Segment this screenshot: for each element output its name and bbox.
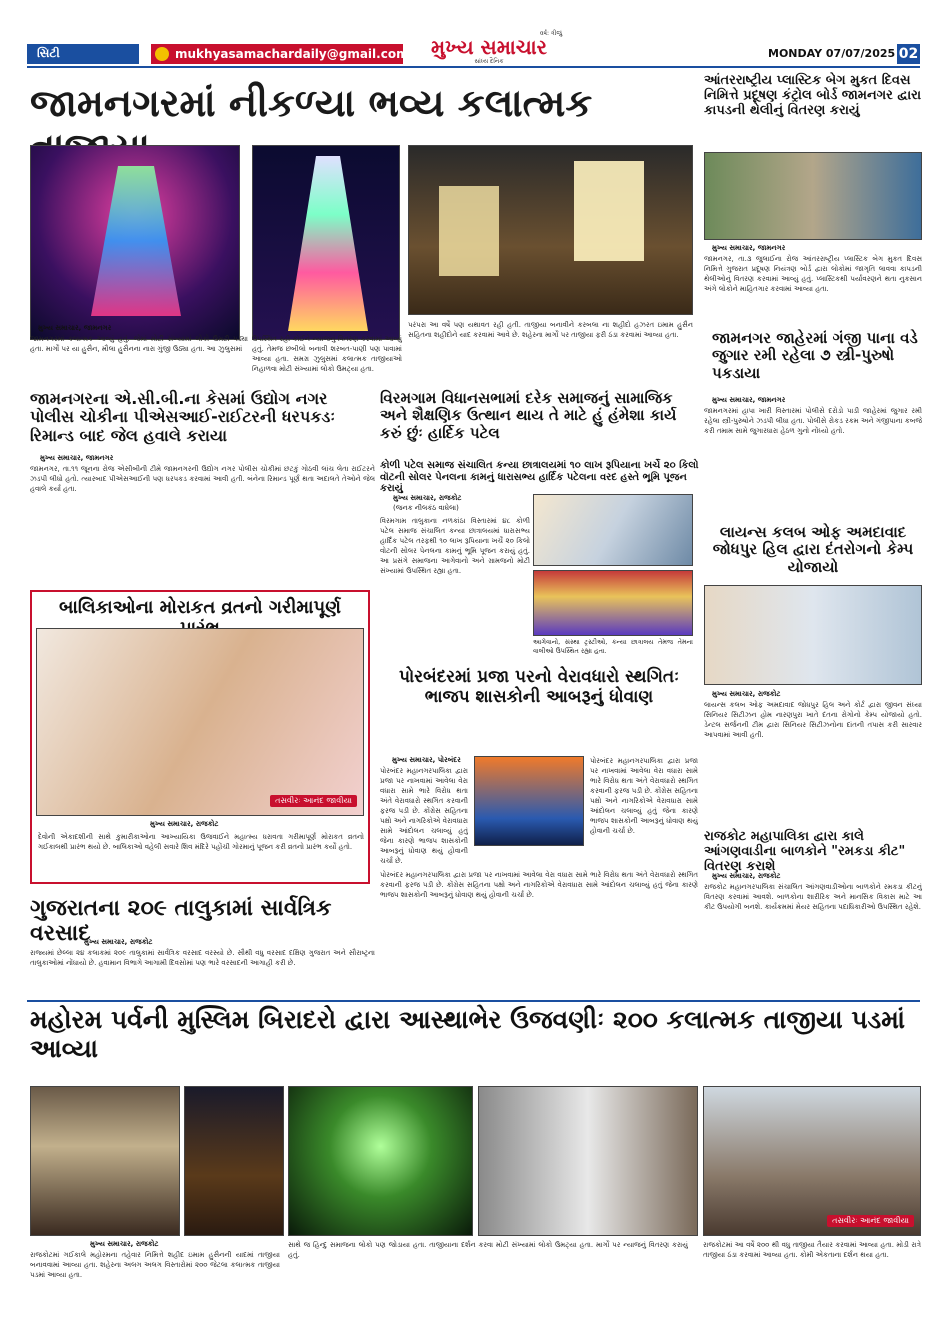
acb-headline: જામનગરના એ.સી.બી.ના કેસમાં ઉદ્યોગ નગર પોલીસ ચોકીના પીએસઆઈ-રાઈટરની ધરપકડઃ રિમાન્ડ બાદ જેલ હવાલે કરાયા	[30, 389, 335, 445]
porbandar-body-2: પોરબંદર મહાનગરપાલિકા દ્વારા પ્રજા પર નાખવામાં આવેલા વેરા વધારા સામે ભારે વિરોધ થતા અંતે વેરાવધારો સ્થગિત કરવાની ફરજ પડી છે. કોંગ્રેસ સહિતના પક્ષો અને નાગરિકોએ વેરાવધારા સામે આંદોલન ચલાવ્યું હતું જેના કારણે ભાજપ શાસકોની આબરૂનું ધોવાણ થયું હોવાની ચર્ચા છે.	[590, 757, 698, 835]
masthead-title: મુખ્ય સમાચાર	[430, 35, 548, 59]
gambling-body: જામનગરમાં હાપા ખારી વિસ્તારમાં પોલીસે દરોડો પાડી જાહેરમાં જુગાર રમી રહેલા સ્ત્રી-પુરુષોને ઝડપી લીધા હતા. પોલીસે રોકડ રકમ અને ગંજીપાના કબજે કરી તમામ સામે જુગારધારા હેઠળ ગુનો નોંધ્યો હતો.	[704, 407, 922, 435]
rain-dateline: મુખ્ય સમાચાર, રાજકોટ	[84, 938, 153, 946]
muharram-photo-2	[184, 1086, 284, 1236]
lead-body-2: ઉપસ્થિત રહી કોઈને ન્યાજનું વિતરણ કરવામાં આવ્યું હતું. તેમજ છબીલો બનાવી શરબત-પાણી પણ પાવામાં આવ્યા હતા. સમગ્ર ઝુલુસમાં કલાત્મક તાજીયાઓ નિહાળવા મોટી સંખ્યામાં લોકો ઉમટ્યા હતા.	[252, 335, 402, 373]
muharram-body-1: રાજકોટમાં ગઈકાલે મહોરમના તહેવાર નિમિત્તે શહીદ ઇમામ હુસૈનની યાદમાં તાજીયા બનાવવામાં આવ્યા હતા. શહેરના અલગ અલગ વિસ્તારોમાં ૨૦૦ જેટલા કલાત્મક તાજીયા પડમાં આવ્યા હતા.	[30, 1251, 280, 1279]
masthead-year: વર્ષ: ત્રીજું	[539, 30, 562, 37]
lead-photo-3	[408, 145, 693, 315]
lions-dateline: મુખ્ય સમાચાર, રાજકોટ	[712, 690, 781, 698]
acb-body: જામનગર, તા.૧૧ જૂનના રોજ એસીબીની ટીમે જામનગરની ઉદ્યોગ નગર પોલીસ ચોકીમાં છટકું ગોઠવી લાંચ લેતા રાઈટરને ઝડપી લીધો હતો. ત્યારબાદ પીએસઆઈની પણ ધરપકડ કરવામાં આવી હતી. બંનેના રિમાન્ડ પૂર્ણ થતા અદાલતે તેઓને જેલ હવાલે કર્યા હતા.	[30, 465, 375, 493]
masthead-tagline: સાંધ્ય દૈનિક	[474, 58, 504, 65]
porbandar-headline: પોરબંદરમાં પ્રજા પરનો વેરાવધારો સ્થગિતઃ ભાજપ શાસકોની આબરૂનું ધોવાણ	[398, 667, 680, 707]
muharram-body-2: સાથે જ હિન્દુ સમાજના લોકો પણ જોડાયા હતા. તાજીયાના દર્શન કરવા મોટી સંખ્યામાં લોકો ઉમટ્યા હતા. માર્ગો પર ન્યાજનું વિતરણ કરાયું હતું.	[288, 1241, 688, 1259]
lead-headline: જામનગરમાં નીકળ્યા ભવ્ય કલાત્મક	[30, 81, 593, 125]
hardik-photo-1	[533, 494, 693, 566]
acb-dateline: મુખ્ય સમાચાર, જામનગર	[40, 454, 114, 462]
porbandar-body-1: પોરબંદર મહાનગરપાલિકા દ્વારા પ્રજા પર નાખવામાં આવેલા વેરા વધારા સામે ભારે વિરોધ થતા અંતે વેરાવધારો સ્થગિત કરવાની ફરજ પડી છે. કોંગ્રેસ સહિતના પક્ષો અને નાગરિકોએ વેરાવધારા સામે આંદોલન ચલાવ્યું હતું જેના કારણે ભાજપ શાસકોની આબરૂનું ધોવાણ થયું હોવાની ચર્ચા છે.	[380, 767, 468, 865]
lead-photo-1	[30, 145, 240, 340]
hardik-dateline: મુખ્ય સમાચાર, રાજકોટ	[393, 494, 462, 502]
rain-headline: ગુજરાતના ૨૦૯ તાલુકામાં સાર્વત્રિક વરસાદ	[30, 896, 332, 947]
muharram-photo-3	[288, 1086, 473, 1236]
header-rule	[27, 66, 920, 68]
lions-headline: લાયન્સ કલબ ઓફ અમદાવાદ જોધપુર હિલ દ્વારા દંતરોગનો કેમ્પ યોજાયો	[712, 523, 914, 576]
porbandar-body-3: પોરબંદર મહાનગરપાલિકા દ્વારા પ્રજા પર નાખવામાં આવેલા વેરા વધારા સામે ભારે વિરોધ થતા અંતે વેરાવધારો સ્થગિત કરવાની ફરજ પડી છે. કોંગ્રેસ સહિતના પક્ષો અને નાગરિકોએ વેરાવધારા સામે આંદોલન ચલાવ્યું હતું જેના કારણે ભાજપ શાસકોની આબરૂનું ધોવાણ થયું હોવાની ચર્ચા છે.	[380, 871, 698, 899]
muharram-photo-credit: તસવીરઃ આનંદ જાવીયા	[827, 1215, 914, 1227]
anganwadi-body: રાજકોટ મહાનગરપાલિકા સંચાલિત આંગણવાડીઓના બાળકોને રમકડા કીટનું વિતરણ કરવામાં આવશે. બાળકોના શારીરિક અને માનસિક વિકાસ માટે આ કીટ ઉપયોગી બનશે. કાર્યક્રમમાં મેયર સહિતના પદાધિકારીઓ ઉપસ્થિત રહેશે.	[704, 883, 922, 911]
muharram-photo-4	[478, 1086, 698, 1236]
hardik-subhead: કોળી પટેલ સમાજ સંચાલિત કન્યા છાત્રાલયમાં ૧૦ લાખ રૂપિયાના ખર્ચે ૨૦ કિલો વૉટની સોલર પેનલના કામનું ધારાસભ્ય હાર્દિક પટેલના વરદ હસ્તે ભૂમિ પૂજન કરાયું	[380, 460, 699, 494]
balika-headline: બાલિકાઓના મોરાકત વ્રતનો ગરીમાપૂર્ણ	[59, 597, 341, 618]
hardik-caption: આગેવાનો, સંસ્થા ટ્રસ્ટીઓ, કન્યા છાત્રાલય તેમજ તેમના વાલીઓ ઉપસ્થિત રહ્યા હતા.	[533, 638, 693, 655]
section-label: સિટી	[27, 44, 139, 64]
masthead	[414, 30, 564, 66]
anganwadi-dateline: મુખ્ય સમાચાર, રાજકોટ	[712, 872, 781, 880]
balika-body: દેવોની એકાદશીની સાથે કુમારીકાઓના આખ્યાયિકા ઉજવાઈને મહાત્મ્ય ધરાવતા ગરીમાપૂર્ણ મોરાકત વ્રતનો ગઈકાલથી પ્રારંભ થયો છે. બાલિકાઓ વહેલી સવારે શિવ મંદિરે પહોંચી ગોરમાનું પૂજન કરી વ્રતનો પ્રારંભ કર્યો હતો.	[38, 833, 364, 851]
lions-photo	[704, 585, 922, 685]
page-number: 02	[898, 46, 919, 62]
issue-date: MONDAY 07/07/2025	[768, 47, 896, 60]
email-banner[interactable]	[151, 44, 409, 64]
plastic-dateline: મુખ્ય સમાચાર, જામનગર	[712, 244, 786, 252]
lead-body-3: પરંપરા આ વર્ષે પણ યથાવત રહી હતી. તાજીયા બનાવીને કરબલા ના શહીદો હઝરત ઇમામ હુસૈન સહિતના શહીદોને યાદ કરવામાં આવે છે. શહેરના માર્ગો પર તાજીયા ફરી ઠંડા કરવામાં આવ્યા હતા.	[408, 321, 693, 339]
muharram-photo-5	[703, 1086, 921, 1236]
porbandar-photo	[474, 756, 584, 846]
balika-dateline: મુખ્ય સમાચાર, રાજકોટ	[150, 820, 219, 828]
muharram-rule	[27, 1000, 920, 1002]
balika-photo	[36, 628, 364, 816]
lead-photo-2	[252, 145, 400, 340]
gambling-headline: જામનગર જાહેરમાં ગંજી પાના વડે જુગાર રમી રહેલા ૭ સ્ત્રી-પુરુષો પકડાયા	[712, 329, 918, 382]
hand-icon	[155, 47, 169, 61]
lead-dateline: મુખ્ય સમાચાર, જામનગર	[38, 324, 112, 332]
email-address[interactable]: mukhyasamachardaily@gmail.com	[175, 47, 409, 61]
hardik-headline: વિરમગામ વિધાનસભામાં દરેક સમાજનું સામાજિક અને શૈક્ષણિક ઉત્થાન થાય તે માટે હું હંમેશા કાર્ય કરું છુંઃ હાર્દિક પટેલ	[380, 389, 677, 442]
plastic-photo	[704, 152, 922, 240]
hardik-photo-2	[533, 570, 693, 636]
plastic-body: જામનગર, તા.૩ જુલાઈના રોજ આંતરરાષ્ટ્રીય પ્લાસ્ટિક બેગ મુકત દિવસ નિમિત્તે ગુજરાત પ્રદૂષણ નિયંત્રણ બોર્ડ દ્વારા લોકોમાં જાગૃતિ લાવવા કાપડની થેલીઓનું વિતરણ કરવામાં આવ્યું હતું. પ્લાસ્ટિકથી પર્યાવરણને થતા નુકસાન અંગે લોકોને માહિતગાર કરવામાં આવ્યા હતા.	[704, 255, 922, 293]
muharram-photo-1	[30, 1086, 180, 1236]
hardik-place: (જનક નીલકંઠ વાઘેલા)	[393, 504, 459, 512]
rain-body: રાજ્યમાં છેલ્લા ૨૪ કલાકમાં ૨૦૯ તાલુકામાં સાર્વત્રિક વરસાદ વરસ્યો છે. સૌથી વધુ વરસાદ દક્ષિણ ગુજરાત અને સૌરાષ્ટ્રના તાલુકાઓમાં નોંધાયો છે. હવામાન વિભાગે આગામી દિવસોમાં પણ ભારે વરસાદની આગાહી કરી છે.	[30, 949, 375, 967]
page-header	[27, 30, 920, 65]
muharram-dateline: મુખ્ય સમાચાર, રાજકોટ	[90, 1240, 159, 1248]
plastic-headline: આંતરરાષ્ટ્રીય પ્લાસ્ટિક બેગ મુકત દિવસ નિમિત્તે પ્રદૂષણ કંટ્રોલ બોર્ડ જામનગર દ્વારા કાપડની થેલીનું વિતરણ કરાયું	[704, 73, 922, 118]
muharram-body-3: રાજકોટમાં આ વર્ષે ૨૦૦ થી વધુ તાજીયા તૈયાર કરવામાં આવ્યા હતા. મોડી રાત્રે તાજીયા ઠંડા કરવામાં આવ્યા હતા. કોમી એકતાના દર્શન થયા હતા.	[703, 1241, 921, 1259]
hardik-body: વિરમગામ તાલુકાના નળકાંઠા વિસ્તારમાં ૪૮ કોળી પટેલ સમાજ સંચાલિત કન્યા છાત્રાલયમાં ધારાસભ્ય હાર્દિક પટેલ તરફથી ૧૦ લાખ રૂપિયાના ખર્ચે ૨૦ કિલો વોટની સોલર પેનલના કામનું ભૂમિ પૂજન કરાયું હતું. આ પ્રસંગે સમાજના આગેવાનો અને ગ્રામજનો મોટી સંખ્યામાં ઉપસ્થિત રહ્યા હતા.	[380, 517, 530, 575]
lions-body: લાયન્સ કલબ ઓફ અમદાવાદ જોધપુર હિલ અને કોર્ટ દ્વારા જીવન સંધ્યા સિનિયર સિટીઝન હોમ નારણપુરા ખાતે દંતના રોગોનો કેમ્પ યોજાયો હતો. ડેન્ટલ સર્જનની ટીમ દ્વારા સિનિયર સિટીઝનોના દાંતની તપાસ કરી સારવાર આપવામાં આવી હતી.	[704, 701, 922, 739]
balika-photo-credit: તસવીરઃ આનંદ જાવીયા	[270, 795, 357, 807]
gambling-dateline: મુખ્ય સમાચાર, જામનગર	[712, 396, 786, 404]
muharram-headline: મહોરમ પર્વની મુસ્લિમ બિરાદરો દ્વારા આસ્થાભેર ઉજવણીઃ ૨૦૦ કલાત્મક તાજીયા પડમાં આવ્યા	[30, 1005, 906, 1063]
anganwadi-headline: રાજકોટ મહાપાલિકા દ્વારા કાલે આંગણવાડીના બાળકોને "રમકડા કીટ" વિતરણ કરાશે	[704, 829, 906, 874]
porbandar-dateline: મુખ્ય સમાચાર, પોરબંદર	[392, 756, 461, 764]
lead-body-1: જામનગરમાં કલાત્મક આવ્યું હતું. જેમાં મોટી સંખ્યામાં લોકો ઉમટી પડ્યા હતા. માર્ગો પર યા હુસૈન, મૌલા હુસૈનના નારા ગુંજી ઉઠ્યા હતા. આ ઝુલુસમાં	[30, 335, 248, 353]
